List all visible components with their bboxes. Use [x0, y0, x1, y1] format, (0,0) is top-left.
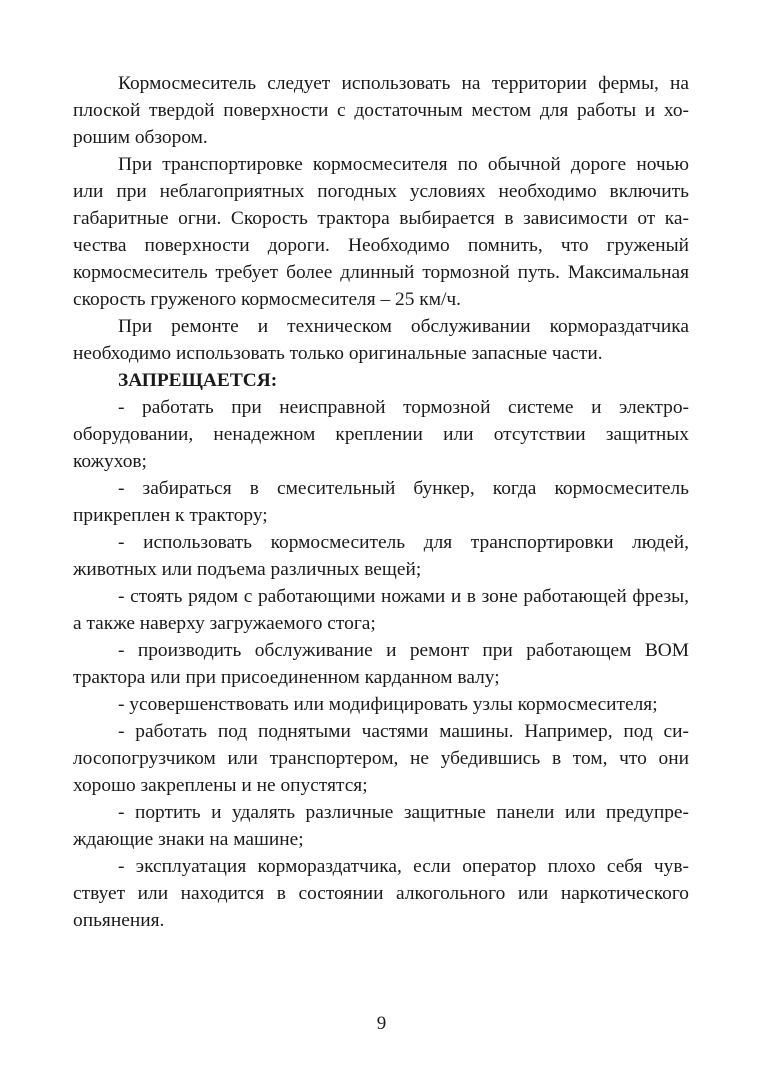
paragraph-transport-safety: При транспортировке кормосмесителя по обычной дороге ночью или при неблагоприятных погодных условиях необходимо включить габаритные огни. Скорость трактора выбирается в зависимости от качества поверхности дороги. Необходимо помнить, что груженый кормосмеситель требует более длинный тормозной путь. Максимальная скорость груженого кормосмесителя – 25 км/ч. [73, 154, 689, 310]
page-body [73, 70, 689, 934]
prohibited-item: - использовать кормосмеситель для транспортировки людей, животных или подъема различных вещей; [73, 532, 689, 580]
prohibited-item: - забираться в смесительный бункер, когда кормосмеситель прикреплен к трактору; [73, 478, 689, 526]
prohibited-item: - эксплуатация кормораздатчика, если оператор плохо себя чувствует или находится в состоянии алкогольного или наркотического опьянения. [73, 856, 689, 931]
prohibited-item: - работать под поднятыми частями машины. Например, под силосопогрузчиком или транспортером, не убедившись в том, что они хорошо закреплены и не опустятся; [73, 721, 689, 796]
paragraph-usage-location: Кормосмеситель следует использовать на территории фермы, на плоской твердой поверхности с достаточным местом для работы и хорошим обзором. [73, 73, 689, 148]
prohibited-item: - портить и удалять различные защитные панели или предупреждающие знаки на машине; [73, 802, 689, 850]
prohibited-heading: ЗАПРЕЩАЕТСЯ: [118, 370, 278, 391]
page-number: 9 [376, 1013, 387, 1034]
paragraph-spare-parts: При ремонте и техническом обслуживании кормораздатчика необходимо использовать только оригинальные запасные части. [73, 316, 689, 364]
prohibited-item: - работать при неисправной тормозной системе и электрооборудовании, ненадежном креплении или отсутствии защитных кожухов; [73, 397, 689, 472]
prohibited-item: - усовершенствовать или модифицировать узлы кормосмесителя; [118, 694, 658, 715]
prohibited-item: - производить обслуживание и ремонт при работающем ВОМ трактора или при присоединенном карданном валу; [73, 640, 689, 688]
prohibited-item: - стоять рядом с работающими ножами и в зоне работающей фрезы, а также наверху загружаемого стога; [73, 586, 689, 634]
